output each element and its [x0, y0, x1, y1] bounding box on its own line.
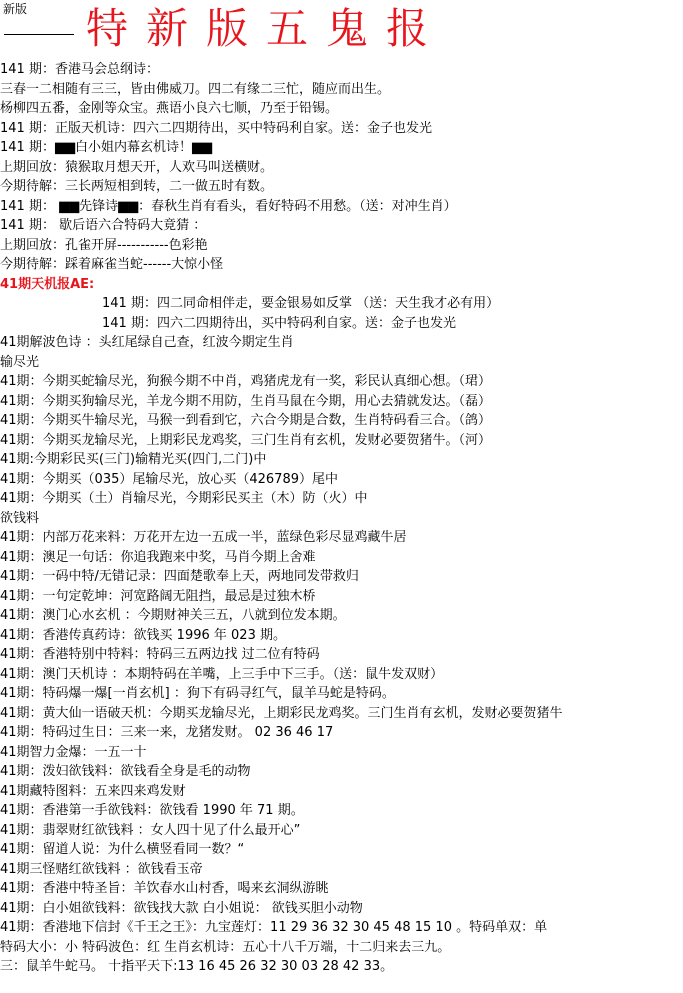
text-line-content: 41期：今期买牛输尽光，马猴一到看到它，六合今期是合数，生肖特码看三合。（鸽） [0, 413, 492, 428]
text-line [0, 879, 683, 899]
text-line [0, 489, 683, 509]
text-line-content: 41期：香港特别中特料：特码三五两边找 过二位有特码 [0, 647, 320, 662]
text-line [0, 197, 683, 217]
text-line-content: 41期：白小姐欲钱料：欲钱找大款 白小姐说： 欲钱买胆小动物 [0, 900, 363, 916]
text-line-content: 41期：今期买（土）肖输尽光，今期彩民买主（木）防（火）中 [0, 491, 368, 506]
text-line [0, 743, 683, 763]
text-line-content: 41期：特码过生日：三来一来，龙猪发财。 02 36 46 17 [0, 725, 334, 740]
text-line [0, 60, 683, 80]
text-line-content: 今期待解：踩着麻雀当蛇------大惊小怪 [0, 257, 224, 272]
text-line-content: 41期：香港地下信封《千王之王》：九宝莲灯：11 29 36 32 30 45 48 15 10 。特码单双：单 [0, 920, 548, 935]
text-line [0, 236, 683, 256]
text-line [0, 216, 683, 236]
text-line-content: 今期待解：三长两短相到转，二一做五时有数。 [0, 179, 274, 194]
text-line [0, 80, 683, 100]
text-line-content: 141 期：正版天机诗：四六二四期待出，买中特码利自家。送：金子也发光 [0, 120, 432, 136]
text-line-content: 上期回放：孔雀开屏-----------色彩艳 [0, 237, 208, 253]
text-line [0, 138, 683, 158]
text-line [0, 119, 683, 139]
text-line [0, 840, 683, 860]
text-line-content: 41期：澳门天机诗 ：本期特码在羊嘴，上三手中下三手。（送：鼠牛发双财） [0, 666, 444, 682]
text-line-content: 141 期：四二同命相伴走，要金银易如反掌 （送：天生我才必有用） [102, 296, 500, 311]
text-line [0, 899, 683, 919]
text-line-content: 141 期：▆▆白小姐内幕玄机诗！▆▆ [0, 140, 212, 155]
text-line [0, 177, 683, 197]
text-line-content: 41期：黄大仙一语破天机：今期买龙输尽光，上期彩民龙鸡奖。三门生肖有玄机，发财必要贺猪牛 [0, 705, 563, 721]
text-line [0, 255, 683, 275]
text-line-content: 特码大小：小 特码波色：红 生肖玄机诗：五心十八千万端，十二归来去三九。 [0, 939, 451, 955]
text-line-content: 上期回放：猿猴取月想天开，人欢马叫送横财。 [0, 159, 274, 175]
text-line [0, 626, 683, 646]
text-line-content: 41期：澳门心水玄机 ：今期财神关三五，八就到位发本期。 [0, 608, 346, 623]
text-line-content: 41期：特码爆一爆[一肖玄机] ：狗下有码寻红气，鼠羊马蛇是特码。 [0, 686, 395, 701]
text-line [0, 782, 683, 802]
text-line [0, 450, 683, 470]
text-line [0, 528, 683, 548]
edition-label: 新版 [3, 2, 28, 16]
header-divider [4, 34, 74, 35]
text-line [0, 704, 683, 724]
text-line-content: 欲钱料 [0, 510, 40, 526]
text-line [0, 548, 683, 568]
text-line-content: 141 期： ▆▆先锋诗▆▆：春秋生肖有看头，看好特码不用愁。（送：对冲生肖） [0, 198, 457, 214]
text-line [0, 684, 683, 704]
page-title: 特新版五鬼报 [86, 4, 447, 53]
text-line [0, 431, 683, 451]
text-line [0, 567, 683, 587]
text-line [0, 645, 683, 665]
text-line-content: 41期解波色诗 ：头红尾绿自己查，红波今期定生肖 [0, 335, 294, 350]
text-line-content: 41期：香港传真药诗：欲钱买 1996 年 023 期。 [0, 627, 286, 643]
text-line-content: 41期三怪赌红欲钱料 ：欲钱看玉帝 [0, 861, 203, 877]
text-line-content: 141 期： 歇后语六合特码大竟猜 ： [0, 218, 207, 233]
text-line-content: 41期藏特图料：五来四来鸡发财 [0, 783, 186, 799]
text-line [0, 606, 683, 626]
text-line-content: 41期：今期买狗输尽光，羊龙今期不用防，生肖马鼠在今期，用心去猜就发达。（磊） [0, 393, 492, 409]
content-lines [0, 60, 683, 977]
text-line-content: 41期：今期买（035）尾输尽光，放心买（426789）尾中 [0, 471, 338, 487]
text-line [0, 392, 683, 412]
text-line-content: 三春一二相随有三三，皆由佛威刀。四二有缘二三忙，随应而出生。 [0, 81, 391, 97]
text-line-content: 杨柳四五番，金刚等众宝。燕语小良六七顺，乃至于铅锡。 [0, 101, 339, 116]
text-line-content: 41期：今期买龙输尽光，上期彩民龙鸡奖，三门生肖有玄机，发财必要贺猪牛。（河） [0, 432, 492, 448]
text-line-content: 141 期：四六二四期待出，买中特码利自家。送：金子也发光 [102, 315, 456, 331]
text-line [0, 158, 683, 178]
text-line-content: 41期：今期买蛇输尽光，狗猴今期不中肖，鸡猪虎龙有一奖，彩民认真细心想。（珺） [0, 374, 492, 389]
text-line [0, 275, 683, 295]
text-line [0, 821, 683, 841]
text-line [0, 372, 683, 392]
text-line-content: 41期：内部万花来料：万花开左边一五成一半，蓝绿色彩尽显鸡藏牛居 [0, 530, 407, 545]
text-line [0, 938, 683, 958]
text-line-content: 41期:今期彩民买(三门)输精光买(四门,二门)中 [0, 452, 267, 467]
header [0, 0, 683, 60]
text-line-content: 41期：澳足一句话：你追我跑来中奖，马肖今期上舍难 [0, 549, 316, 565]
text-line-content: 41期：翡翠财红欲钱料 ：女人四十见了什么最开心” [0, 822, 301, 838]
text-line-content: 输尽光 [0, 354, 40, 370]
text-line [0, 333, 683, 353]
text-line [0, 99, 683, 119]
text-line-content: 41期：香港第一手欲钱料：欲钱看 1990 年 71 期。 [0, 803, 304, 818]
text-line [0, 801, 683, 821]
text-line-content: 三：鼠羊牛蛇马。 十指平天下:13 16 45 26 32 30 03 28 42 33。 [0, 959, 394, 974]
text-line [0, 723, 683, 743]
text-line [0, 665, 683, 685]
text-line-content: 41期：泼妇欲钱料：欲钱看全身是毛的动物 [0, 764, 251, 779]
text-line-content: 41期：一句定乾坤：河宽路阔无阻挡，最忌是过独木桥 [0, 588, 316, 604]
text-line-content: 41期天机报AE: [0, 276, 95, 292]
text-line-content: 41期：香港中特圣旨：羊饮春水山村香，喝来玄洞纵游眺 [0, 881, 329, 896]
text-line [0, 470, 683, 490]
text-line-content: 41期：一码中特/无错记录：四面楚歌奉上天，两地同发带救归 [0, 569, 359, 584]
text-line [0, 918, 683, 938]
text-line [0, 411, 683, 431]
text-line-content: 41期智力金爆：一五一十 [0, 744, 147, 760]
text-line-content: 141 期：香港马会总纲诗： [0, 62, 159, 77]
text-line [0, 294, 683, 314]
text-line [0, 587, 683, 607]
text-line [0, 762, 683, 782]
text-line [0, 509, 683, 529]
text-line [0, 957, 683, 977]
text-line [0, 353, 683, 373]
text-line [0, 314, 683, 334]
text-line-content: 41期：留道人说：为什么横竖看同一数？“ [0, 842, 245, 857]
text-line [0, 860, 683, 880]
